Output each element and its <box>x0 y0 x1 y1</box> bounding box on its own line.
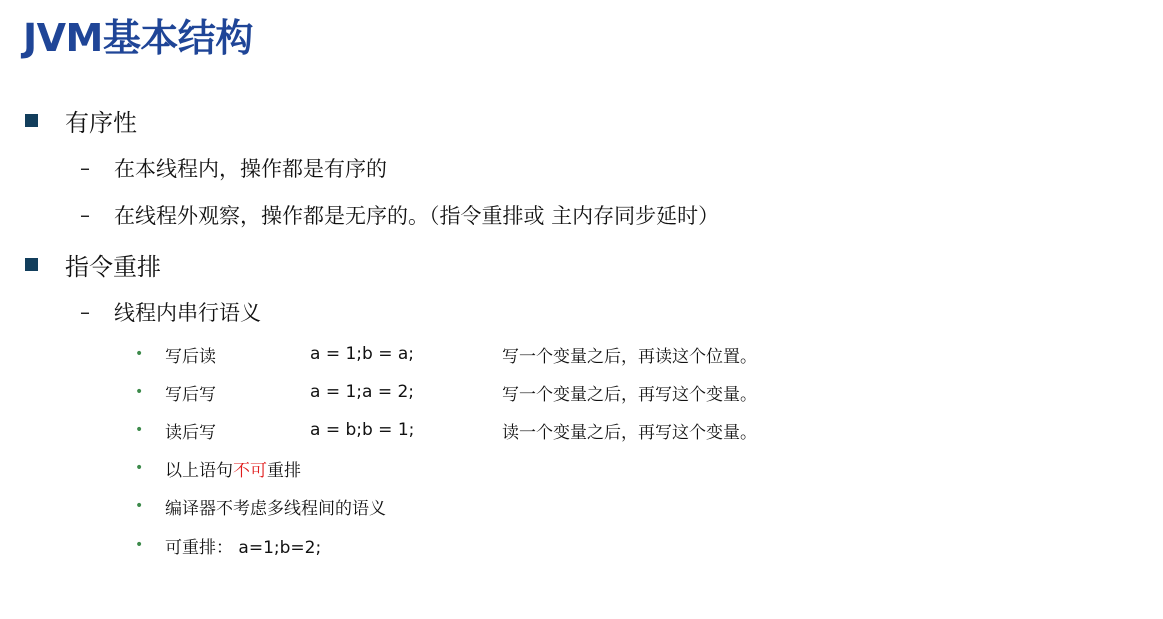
list-item <box>80 198 719 232</box>
reorder-row-code: a = b;b = 1; <box>310 420 415 440</box>
reorder-row-name: 写后写 <box>165 384 216 405</box>
section-heading-label: 指令重排 <box>65 252 161 281</box>
section-heading-reordering <box>25 246 161 282</box>
reorder-row-desc: 写一个变量之后，再读这个位置。 <box>502 346 757 367</box>
reorder-row-code: a = 1;b = a; <box>310 344 415 364</box>
reorder-row-name: 读后写 <box>165 422 216 443</box>
reorder-row-name: 写后读 <box>165 346 216 367</box>
reorder-row-write-write <box>135 379 757 405</box>
note-can-reorder <box>135 532 321 558</box>
dot-bullet-icon: • <box>135 537 144 553</box>
note-suffix: 重排 <box>267 460 301 481</box>
dash-bullet-icon: – <box>80 156 90 180</box>
note-emphasis: 不可 <box>233 460 267 481</box>
dash-bullet-icon: – <box>80 300 90 324</box>
list-item-text: 线程内串行语义 <box>114 301 261 325</box>
reorder-row-desc: 读一个变量之后，再写这个变量。 <box>502 422 757 443</box>
list-item <box>80 151 387 185</box>
dot-bullet-icon: • <box>135 498 144 514</box>
reorder-row-code: a = 1;a = 2; <box>310 382 415 402</box>
dot-bullet-icon: • <box>135 422 144 438</box>
note-not-reorderable <box>135 455 301 481</box>
dash-bullet-icon: – <box>80 203 90 227</box>
note-text: 编译器不考虑多线程间的语义 <box>165 498 386 519</box>
square-bullet-icon <box>25 114 38 127</box>
note-text: 可重排： a=1;b=2; <box>165 537 322 558</box>
section-heading-ordering <box>25 102 137 138</box>
list-item-text: 在线程外观察，操作都是无序的。（指令重排或 主内存同步延时） <box>114 204 720 228</box>
list-item <box>80 295 261 329</box>
note-prefix: 以上语句 <box>165 460 233 481</box>
dot-bullet-icon: • <box>135 346 144 362</box>
dot-bullet-icon: • <box>135 384 144 400</box>
slide-title: JVM基本结构 <box>23 16 253 60</box>
section-heading-label: 有序性 <box>65 108 137 137</box>
note-compiler <box>135 493 386 519</box>
square-bullet-icon <box>25 258 38 271</box>
reorder-row-read-write <box>135 417 757 443</box>
reorder-row-desc: 写一个变量之后，再写这个变量。 <box>502 384 757 405</box>
reorder-row-write-read <box>135 341 757 367</box>
dot-bullet-icon: • <box>135 460 144 476</box>
list-item-text: 在本线程内，操作都是有序的 <box>114 157 387 181</box>
